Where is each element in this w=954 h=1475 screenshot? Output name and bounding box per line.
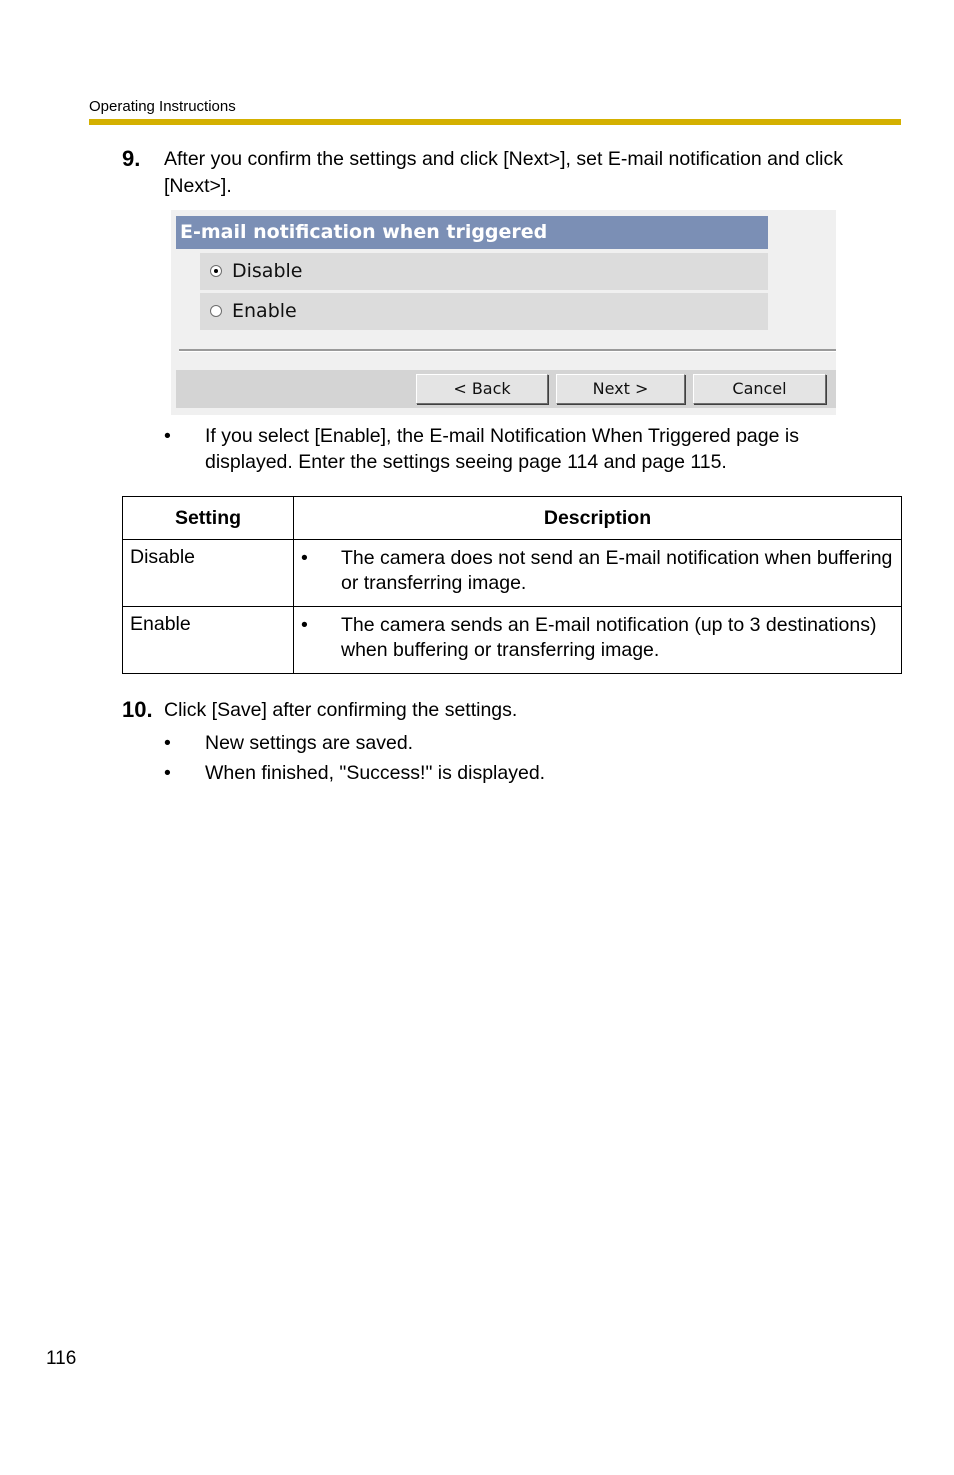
- bullet-success-text: When finished, "Success!" is displayed.: [205, 762, 546, 784]
- header-rule: [89, 119, 901, 125]
- description-text: The camera does not send an E-mail notification when buffering or transferring image.: [341, 547, 893, 594]
- header-label: Operating Instructions: [89, 98, 236, 115]
- table-row: [123, 607, 902, 674]
- option-disable-label: Disable: [232, 260, 303, 282]
- settings-table: [122, 496, 902, 674]
- table-header-setting: Setting: [123, 497, 294, 540]
- bullet-dot: •: [301, 614, 308, 636]
- table-header-description: Description: [294, 497, 902, 540]
- bullet-enable-text: If you select [Enable], the E-mail Notification When Triggered page is displayed. Enter the settings seeing page 114 and page 115.: [205, 425, 799, 473]
- bullet-enable-note: [164, 423, 894, 477]
- panel-title: E-mail notification when triggered: [176, 216, 768, 249]
- option-disable[interactable]: [200, 253, 768, 290]
- page-number: 116: [46, 1348, 77, 1369]
- back-button[interactable]: < Back: [416, 374, 548, 404]
- next-button[interactable]: Next >: [556, 374, 685, 404]
- button-bar: [176, 370, 836, 408]
- bullet-dot: •: [164, 732, 171, 754]
- step-9-number: 9.: [122, 146, 141, 171]
- table-header-row: [123, 497, 902, 540]
- option-enable[interactable]: [200, 293, 768, 330]
- table-cell-setting: Enable: [123, 607, 294, 674]
- radio-unchecked-icon[interactable]: [210, 305, 222, 317]
- bullet-success: [164, 760, 864, 786]
- bullet-saved: [164, 730, 864, 756]
- cancel-button[interactable]: Cancel: [693, 374, 826, 404]
- table-cell-description: [294, 540, 902, 607]
- radio-checked-icon[interactable]: [210, 265, 222, 277]
- table-cell-description: [294, 607, 902, 674]
- panel-separator: [179, 349, 836, 352]
- option-enable-label: Enable: [232, 300, 297, 322]
- email-notification-screenshot: [171, 210, 836, 415]
- table-cell-setting: Disable: [123, 540, 294, 607]
- bullet-dot: •: [301, 547, 308, 569]
- step-10-number: 10.: [122, 697, 153, 722]
- step-10-text: Click [Save] after confirming the settings.: [164, 699, 518, 721]
- bullet-dot: •: [164, 762, 171, 784]
- description-text: The camera sends an E-mail notification (up to 3 destinations) when buffering or transferring image.: [341, 614, 877, 661]
- bullet-dot: •: [164, 425, 171, 447]
- table-row: [123, 540, 902, 607]
- step-9-text: After you confirm the settings and click [Next>], set E-mail notification and click [Next>].: [164, 148, 843, 197]
- bullet-saved-text: New settings are saved.: [205, 732, 414, 754]
